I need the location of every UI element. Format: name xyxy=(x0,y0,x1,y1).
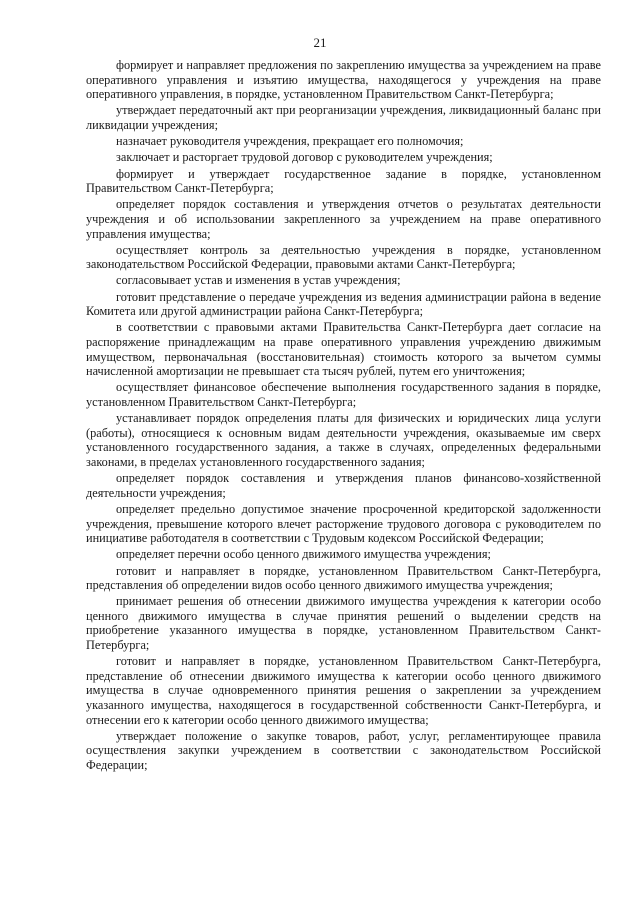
paragraph: в соответствии с правовыми актами Правительства Санкт-Петербурга дает согласие на распоряжение принадлежащим на праве оперативного управления учреждению движимым имуществом, первоначальная (восстановительная) стоимость которого за вычетом суммы начисленной амортизации не превышает ста тысяч рублей, путем его уничтожения; xyxy=(86,320,601,379)
paragraph: принимает решения об отнесении движимого имущества учреждения к категории особо ценного движимого имущества в случае принятия решений о выделении средств на приобретение указанного имущества в порядке, установленном Правительством Санкт-Петербурга; xyxy=(86,594,601,653)
paragraph: осуществляет финансовое обеспечение выполнения государственного задания в порядке, установленном Правительством Санкт-Петербурга; xyxy=(86,380,601,409)
paragraph: готовит представление о передаче учреждения из ведения администрации района в ведение Комитета или другой администрации района Санкт-Петербурга; xyxy=(86,289,601,319)
page-number: 21 xyxy=(313,35,327,50)
paragraph: определяет порядок составления и утверждения отчетов о результатах деятельности учреждения и об использовании закрепленного за учреждением на праве оперативного управления имущества; xyxy=(86,197,601,241)
paragraph: определяет порядок составления и утверждения планов финансово-хозяйственной деятельности учреждения; xyxy=(86,471,601,500)
paragraph: утверждает передаточный акт при реорганизации учреждения, ликвидационный баланс при ликвидации учреждения; xyxy=(86,103,601,132)
paragraph: готовит и направляет в порядке, установленном Правительством Санкт-Петербурга, представление об отнесении движимого имущества к категории особо ценного движимого имущества в случае одновременного принятия решения о закреплении за учреждением указанного имущества, находящегося в государственной собственности Санкт-Петербурга, и отнесении его к категории особо ценного движимого имущества; xyxy=(86,654,601,727)
paragraph: осуществляет контроль за деятельностью учреждения в порядке, установленном законодательством Российской Федерации, правовыми актами Санкт-Петербурга; xyxy=(86,242,601,272)
paragraph: определяет перечни особо ценного движимого имущества учреждения; xyxy=(116,547,491,562)
paragraph: назначает руководителя учреждения, прекращает его полномочия; xyxy=(116,134,464,149)
paragraph: определяет предельно допустимое значение просроченной кредиторской задолженности учреждения, превышение которого влечет расторжение трудового договора с руководителем по инициативе работодателя в соответствии с Трудовым кодексом Российской Федерации; xyxy=(86,501,601,546)
document-body xyxy=(86,58,601,774)
paragraph: заключает и расторгает трудовой договор с руководителем учреждения; xyxy=(116,150,493,165)
paragraph: устанавливает порядок определения платы для физических и юридических лица услуги (работы), относящиеся к основным видам деятельности учреждения, оказываемые им сверх установленного государственного задания, а также в случаях, определенных федеральными законами, в пределах установленного государственного задания; xyxy=(86,411,601,469)
paragraph: согласовывает устав и изменения в устав учреждения; xyxy=(116,273,401,288)
paragraph: формирует и утверждает государственное задание в порядке, установленном Правительством Санкт-Петербурга; xyxy=(86,166,601,196)
paragraph: формирует и направляет предложения по закреплению имущества за учреждением на праве оперативного управления и изъятию имущества, находящегося у учреждения на праве оперативного управления, в порядке, установленном Правительством Санкт-Петербурга; xyxy=(86,58,601,102)
paragraph: утверждает положение о закупке товаров, работ, услуг, регламентирующее правила осуществления закупки учреждением в соответствии с законодательством Российской Федерации; xyxy=(86,728,601,772)
paragraph: готовит и направляет в порядке, установленном Правительством Санкт-Петербурга, представления об определении видов особо ценного движимого имущества учреждения; xyxy=(86,563,601,593)
